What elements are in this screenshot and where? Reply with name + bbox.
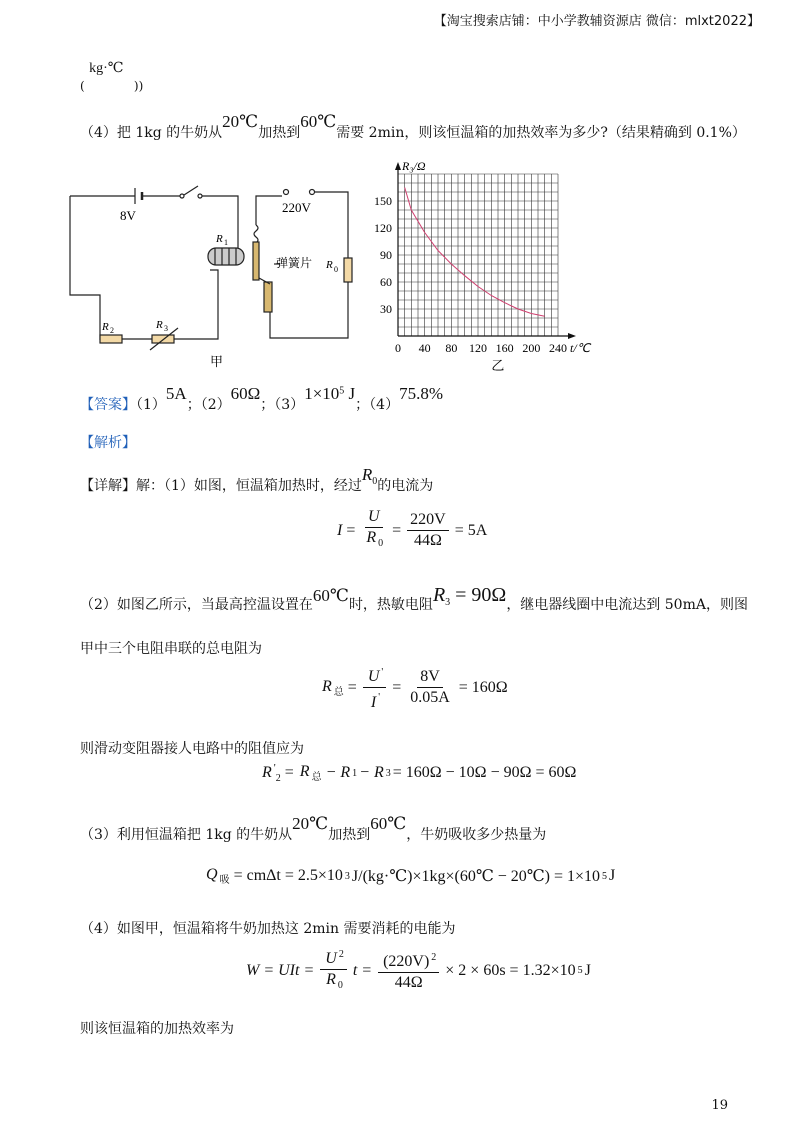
answer-s2: ；（3） <box>260 397 305 413</box>
chart-x-tick-label: 240 <box>549 341 567 355</box>
eq5-sup: 5 <box>577 965 583 977</box>
eq2-num-sup: ' <box>381 667 384 678</box>
eq3-r3-sub: 3 <box>385 767 391 779</box>
r1-label: R <box>216 233 223 245</box>
eq1-num: U <box>365 508 383 528</box>
r0-label: R <box>326 259 333 271</box>
q4-temp-start: 20℃ <box>222 112 259 131</box>
answer-line <box>80 384 443 413</box>
eq2-lhs-sub: 总 <box>333 686 344 698</box>
spring-label: 弹簧片 <box>276 256 313 270</box>
eq5-den-sub: 0 <box>337 980 343 992</box>
eq3-lhs-sub: 2 <box>275 773 281 785</box>
eq1-den2: 44Ω <box>414 532 442 550</box>
eq5-num-sup: 2 <box>338 949 344 960</box>
r1-sub: 1 <box>224 238 228 247</box>
eq5-rest: × 2 × 60s = 1.32×10 <box>445 961 576 979</box>
r3-sub: 3 <box>164 324 168 333</box>
part2-line2: 甲中三个电阻串联的总电阻为 <box>80 641 262 657</box>
page-header: 【淘宝搜索店铺：中小学教辅资源店 微信：mlxt2022】 <box>433 14 760 29</box>
eq1-result: = 5A <box>454 521 488 539</box>
paren-close: )) <box>133 79 144 93</box>
chart-x-tick-label: 80 <box>445 341 458 355</box>
chart-grid <box>398 174 558 336</box>
paren-open: ( <box>80 79 85 93</box>
equation-energy <box>244 946 593 996</box>
eq3-r1: − R <box>325 764 351 782</box>
eq2-frac2 <box>405 668 455 707</box>
chart-series-line <box>405 188 545 317</box>
supply-label: 220V <box>282 200 311 215</box>
eq5-num: U <box>325 950 337 968</box>
p2-b: 时，热敏电阻 <box>348 597 433 613</box>
eq4-lhs: Q <box>206 866 218 883</box>
eq4-end: J <box>609 867 616 885</box>
eq3-result: = 160Ω − 10Ω − 90Ω = 60Ω <box>392 764 577 782</box>
question-4 <box>80 112 746 141</box>
equation-current <box>335 508 489 553</box>
answer-label: 【答案】 <box>80 397 136 413</box>
chart-x-arrow <box>568 333 576 339</box>
eq5-frac2 <box>376 949 441 992</box>
chart-y-tick-label: 30 <box>380 302 392 316</box>
chart-y-tick-label: 90 <box>380 248 392 262</box>
eq4-lhs-sub: 吸 <box>219 875 230 887</box>
p2-r3-value: = 90Ω <box>450 584 507 606</box>
eq4-body: = cmΔt = 2.5×10 <box>233 867 343 885</box>
r3-label: R <box>156 319 163 331</box>
analysis-label: 【解析】 <box>80 435 136 451</box>
chart-caption: 乙 <box>491 359 505 374</box>
p4-prefix: （3）利用恒温箱把 1kg 的牛奶从 <box>80 827 293 843</box>
eq2-den2: 0.05A <box>410 689 450 707</box>
chart-ylabel: R₃/Ω <box>402 159 426 173</box>
chart-y-tick-label: 120 <box>374 221 392 235</box>
eq4-sup: 3 <box>344 870 350 882</box>
eq2-num: U <box>367 668 380 686</box>
detail-intro <box>80 465 434 494</box>
eq2-lhs: R <box>322 677 332 695</box>
r2-sub: 2 <box>110 326 114 335</box>
eq5-num2-sup: 2 <box>431 952 437 964</box>
answer-p1: （1） <box>136 397 166 413</box>
part3-text <box>80 814 547 843</box>
detail-text1: 解：（1）如图，恒温箱加热时，经过 <box>136 478 362 494</box>
chart-y-tick-label: 150 <box>374 194 392 208</box>
resistance-temperature-chart <box>370 158 600 378</box>
equation-heat <box>202 866 617 886</box>
answer-s1: ；（2） <box>186 397 231 413</box>
eq4-rest: J/(kg·℃)×1kg×(60℃ − 20℃) = 1×10 <box>351 868 601 886</box>
p2-r3: R <box>432 584 446 606</box>
answer-s3: ；（4） <box>355 397 400 413</box>
eq4-sup2: 5 <box>602 870 608 882</box>
equation-total-resistance: R $_总$ = $\frac{U '}{I '}$ = $\frac{8V}{0.05A}$ = 160Ω <box>318 664 510 712</box>
eq1-den-sub: 0 <box>378 538 384 550</box>
eq5-t: t = <box>352 961 373 979</box>
chart-xlabel: t/℃ <box>570 341 591 355</box>
chart-x-tick-label: 120 <box>469 341 487 355</box>
detail-text2: 的电流为 <box>377 478 434 494</box>
chart-x-tick-label: 40 <box>418 341 431 355</box>
q4-prefix: （4）把 1kg 的牛奶从 <box>80 125 223 141</box>
circuit-diagram <box>60 170 360 370</box>
part4-text: （4）如图甲，恒温箱将牛奶加热这 2min 需要消耗的电能为 <box>80 921 456 937</box>
answer-v1: 5A <box>165 384 187 403</box>
chart-y-tick-label: 60 <box>380 275 392 289</box>
chart-x-tick-label: 0 <box>395 341 401 355</box>
chart-axes <box>395 162 576 339</box>
eq2-den: I <box>370 693 377 711</box>
chart-x-tick-label: 200 <box>522 341 541 355</box>
detail-r0-sub: 0 <box>372 475 378 487</box>
chart-x-tick-label: 160 <box>495 341 514 355</box>
p2-a: （2）如图乙所示，当最高控温设置在 <box>80 597 313 613</box>
p2-r3-sub: 3 <box>445 596 451 608</box>
eq2-frac1 <box>361 664 388 712</box>
q4-temp-end: 60℃ <box>300 112 337 131</box>
q4-suffix: 需要 2min，则该恒温箱的加热效率为多少?（结果精确到 0.1%） <box>336 125 746 141</box>
eq3-lhs: R <box>262 764 272 781</box>
part2-text <box>80 584 748 613</box>
diagram-caption: 甲 <box>210 355 224 370</box>
eq3-r3: − R <box>359 764 384 782</box>
eq1-frac1 <box>359 508 388 553</box>
page-number: 19 <box>711 1098 728 1113</box>
eq5-lhs: W = UIt = <box>246 961 315 979</box>
eq2-den-sup: ' <box>378 692 381 704</box>
p2-temp: 60℃ <box>312 586 349 605</box>
detail-label: 【详解】 <box>80 478 136 494</box>
answer-v3-exp: 5 <box>339 385 345 397</box>
r0-sub: 0 <box>334 265 338 274</box>
chart-y-arrow <box>395 162 401 170</box>
eq1-frac2 <box>405 511 451 550</box>
p2-c: ，继电器线圈中电流达到 50mA，则图 <box>506 597 748 613</box>
eq5-den2: 44Ω <box>394 974 423 992</box>
answer-v2: 60Ω <box>230 384 261 403</box>
eq3-rtotal-sub: 总 <box>311 772 322 784</box>
eq1-eq: = <box>346 521 356 539</box>
equation-slider-resistance: R '$_2$ = R $_总$ − R 1 − R 3 = 160Ω − 10Ω − 90Ω = 60Ω <box>262 762 577 785</box>
answer-v3: 1×10 <box>304 384 340 403</box>
q4-mid: 加热到 <box>258 125 301 141</box>
answer-v4: 75.8% <box>399 384 443 403</box>
eq1-den: R <box>366 529 377 546</box>
unit-fragment <box>80 60 144 93</box>
detail-r0: R <box>361 465 373 484</box>
eq1-lhs: I <box>337 521 343 539</box>
eq2-result: = 160Ω <box>458 678 508 696</box>
eq3-lhs-sup: ' <box>273 762 276 774</box>
unit-text: kg·℃ <box>89 61 124 76</box>
eq5-end: J <box>584 961 591 979</box>
p4-suffix: ，牛奶吸收多少热量为 <box>406 827 547 843</box>
battery-label: 8V <box>120 208 136 223</box>
eq1-eq2: = <box>392 521 402 539</box>
p4-temp-end: 60℃ <box>370 814 407 833</box>
eq5-frac1 <box>318 946 349 996</box>
r2-label: R <box>102 321 109 333</box>
eq2-num2: 8V <box>417 668 443 688</box>
eq1-num2: 220V <box>407 511 449 531</box>
eq3-r1-sub: 1 <box>352 767 358 779</box>
eq5-num2: (220V) <box>383 953 430 971</box>
part2-slider-text: 则滑动变阻器接人电路中的阻值应为 <box>80 741 304 757</box>
answer-v3-unit: J <box>344 384 356 403</box>
eq3-rtotal: R <box>299 763 310 780</box>
p4-mid: 加热到 <box>328 827 371 843</box>
part4-efficiency-text: 则该恒温箱的加热效率为 <box>80 1021 234 1037</box>
p4-temp-start: 20℃ <box>292 814 329 833</box>
eq5-den: R <box>326 971 336 989</box>
